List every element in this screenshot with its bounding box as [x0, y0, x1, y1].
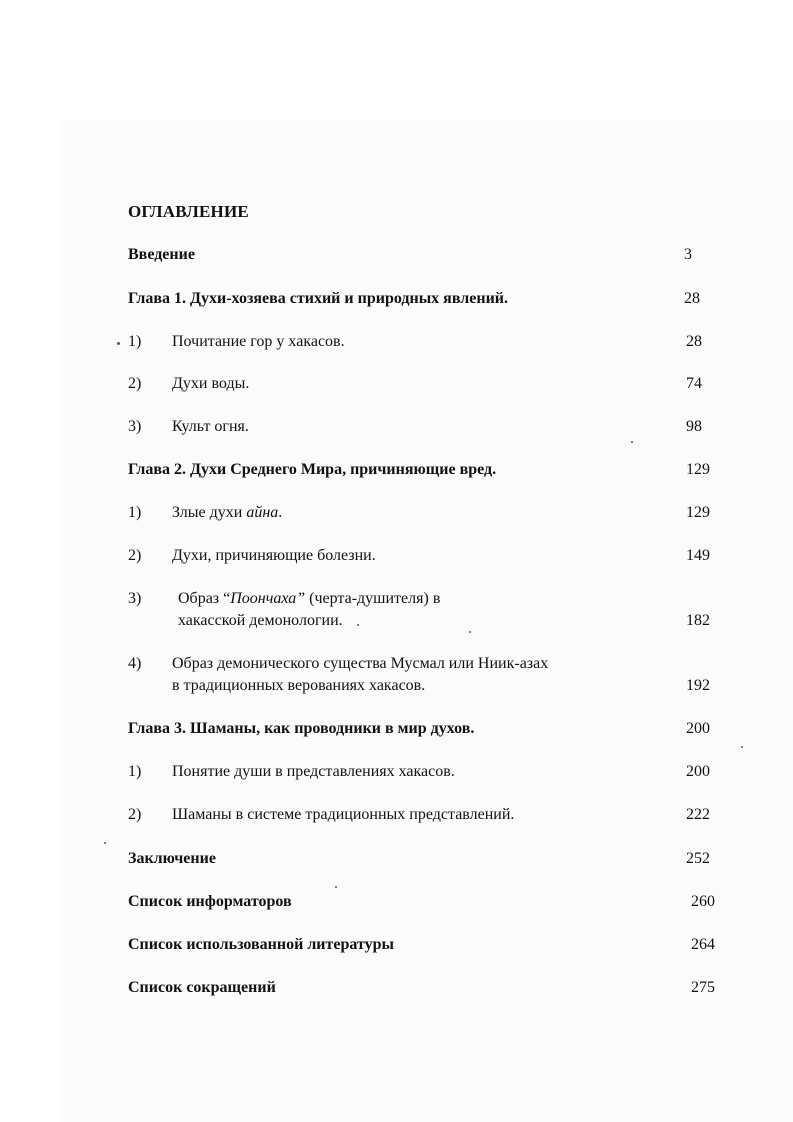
scan-speck	[335, 886, 337, 888]
toc-entry-title: Список сокращений	[128, 979, 276, 996]
scan-speck	[117, 342, 120, 345]
toc-section-title-line-2: хакасской демонологии.	[178, 612, 343, 629]
toc-page-number: 28	[684, 290, 700, 307]
toc-entry-title: Список информаторов	[128, 893, 292, 910]
scan-speck	[631, 441, 633, 443]
toc-entry-title: Список использованной литературы	[128, 936, 394, 953]
toc-chapter-title: Глава 1. Духи-хозяева стихий и природных явлений.	[128, 290, 508, 307]
scan-speck	[741, 746, 743, 748]
toc-chapter-title: Глава 2. Духи Среднего Мира, причиняющие вред.	[128, 461, 497, 478]
toc-page-number: 98	[686, 418, 702, 435]
toc-page-number: 28	[686, 333, 702, 350]
toc-entry-title: Введение	[128, 246, 195, 263]
toc-page-number: 149	[686, 547, 710, 564]
toc-chapter-title: Глава 3. Шаманы, как проводники в мир духов.	[128, 720, 475, 737]
toc-section-title-line-2: в традиционных верованиях хакасов.	[172, 677, 426, 694]
toc-section-number: 4)	[128, 655, 142, 672]
toc-section-number: 3)	[128, 418, 142, 435]
toc-section-number: 1)	[128, 763, 142, 780]
toc-page-number: 260	[691, 893, 715, 910]
page-title: ОГЛАВЛЕНИЕ	[128, 202, 249, 221]
toc-section-title: Понятие души в представлениях хакасов.	[172, 763, 455, 780]
toc-section-number: 2)	[128, 547, 142, 564]
scan-speck	[357, 624, 359, 626]
toc-section-title: Злые духи айна.	[172, 504, 283, 521]
toc-section-number: 2)	[128, 375, 142, 392]
toc-section-title: Духи воды.	[172, 375, 250, 392]
toc-section-title-line-1: Образ демонического существа Мусмал или Ниик-азах	[172, 655, 549, 672]
toc-page-number: 129	[686, 461, 710, 478]
toc-page-number: 252	[686, 850, 710, 867]
toc-page-number: 192	[686, 677, 710, 694]
toc-section-number: 3)	[128, 590, 142, 607]
toc-section-title: Шаманы в системе традиционных представлений.	[172, 806, 515, 823]
toc-page-number: 3	[684, 246, 692, 263]
toc-section-title: Культ огня.	[172, 418, 249, 435]
toc-page-number: 222	[686, 806, 710, 823]
toc-page-number: 264	[691, 936, 715, 953]
toc-page-number: 200	[686, 763, 710, 780]
toc-page-number: 182	[686, 612, 710, 629]
scan-speck	[469, 631, 471, 633]
toc-page-number: 275	[691, 979, 715, 996]
toc-page-number: 200	[686, 720, 710, 737]
toc-page-number: 129	[686, 504, 710, 521]
toc-section-number: 1)	[128, 333, 142, 350]
toc-section-number: 1)	[128, 504, 142, 521]
toc-entry-title: Заключение	[128, 850, 216, 867]
toc-page-number: 74	[686, 375, 702, 392]
toc-italic-term: Поончаха”	[230, 590, 306, 607]
toc-section-number: 2)	[128, 806, 142, 823]
toc-section-title: Духи, причиняющие болезни.	[172, 547, 376, 564]
toc-section-title: Почитание гор у хакасов.	[172, 333, 345, 350]
toc-italic-term: айна	[246, 504, 279, 521]
scan-speck	[104, 842, 106, 844]
toc-section-title-line-1: Образ “Поончаха” (черта-душителя) в	[178, 590, 441, 607]
